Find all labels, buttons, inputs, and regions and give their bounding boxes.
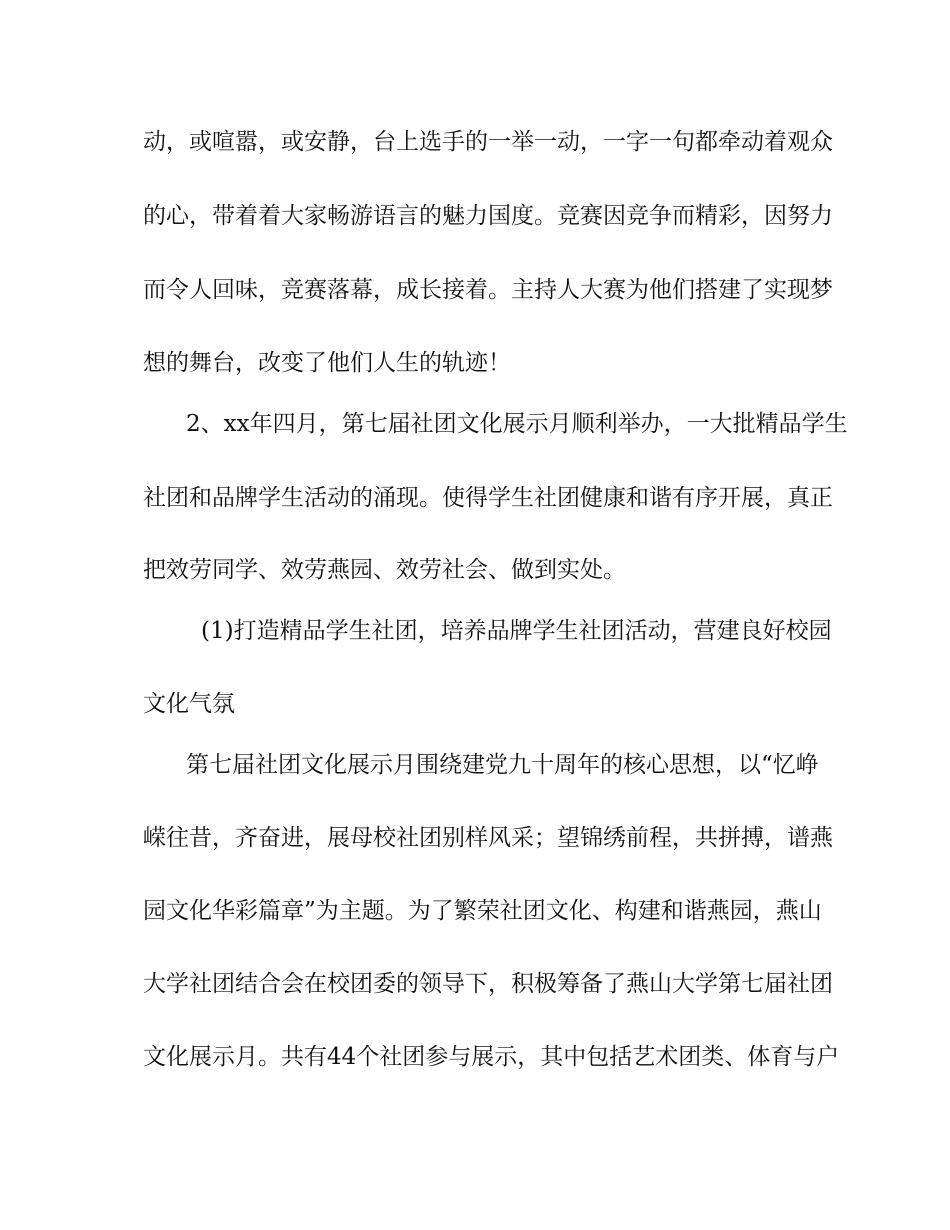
text-line-3: 而令人回味，竞赛落幕，成长接着。主持人大赛为他们搭建了实现梦: [143, 277, 833, 303]
text-line-10: 第七届社团文化展示月围绕建党九十周年的核心思想，以“忆峥: [186, 752, 819, 778]
text-line-8: (1)打造精品学生社团，培养品牌学生社团活动，营建良好校园: [201, 618, 832, 644]
text-line-14: 文化展示月。共有44个社团参与展示，其中包括艺术团类、体育与户: [143, 1044, 840, 1070]
text-line-9: 文化气氛: [143, 691, 235, 717]
text-line-1: 动，或喧嚣，或安静，台上选手的一举一动，一字一句都牵动着观众: [143, 129, 833, 155]
text-line-11: 嵘往昔，齐奋进，展母校社团别样风采；望锦绣前程，共拼搏，谱燕: [143, 825, 833, 851]
text-line-13: 大学社团结合会在校团委的领导下，积极筹备了燕山大学第七届社团: [143, 971, 833, 997]
text-line-12: 园文化华彩篇章”为主题。为了繁荣社团文化、构建和谐燕园，燕山: [143, 898, 822, 924]
text-line-7: 把效劳同学、效劳燕园、效劳社会、做到实处。: [143, 557, 626, 583]
text-line-4: 想的舞台，改变了他们人生的轨迹！: [143, 350, 511, 376]
text-line-5: 2、xx年四月，第七届社团文化展示月顺利举办，一大批精品学生: [186, 411, 848, 437]
text-line-2: 的心，带着着大家畅游语言的魅力国度。竞赛因竞争而精彩，因努力: [143, 203, 833, 229]
text-line-6: 社团和品牌学生活动的涌现。使得学生社团健康和谐有序开展，真正: [143, 485, 833, 511]
